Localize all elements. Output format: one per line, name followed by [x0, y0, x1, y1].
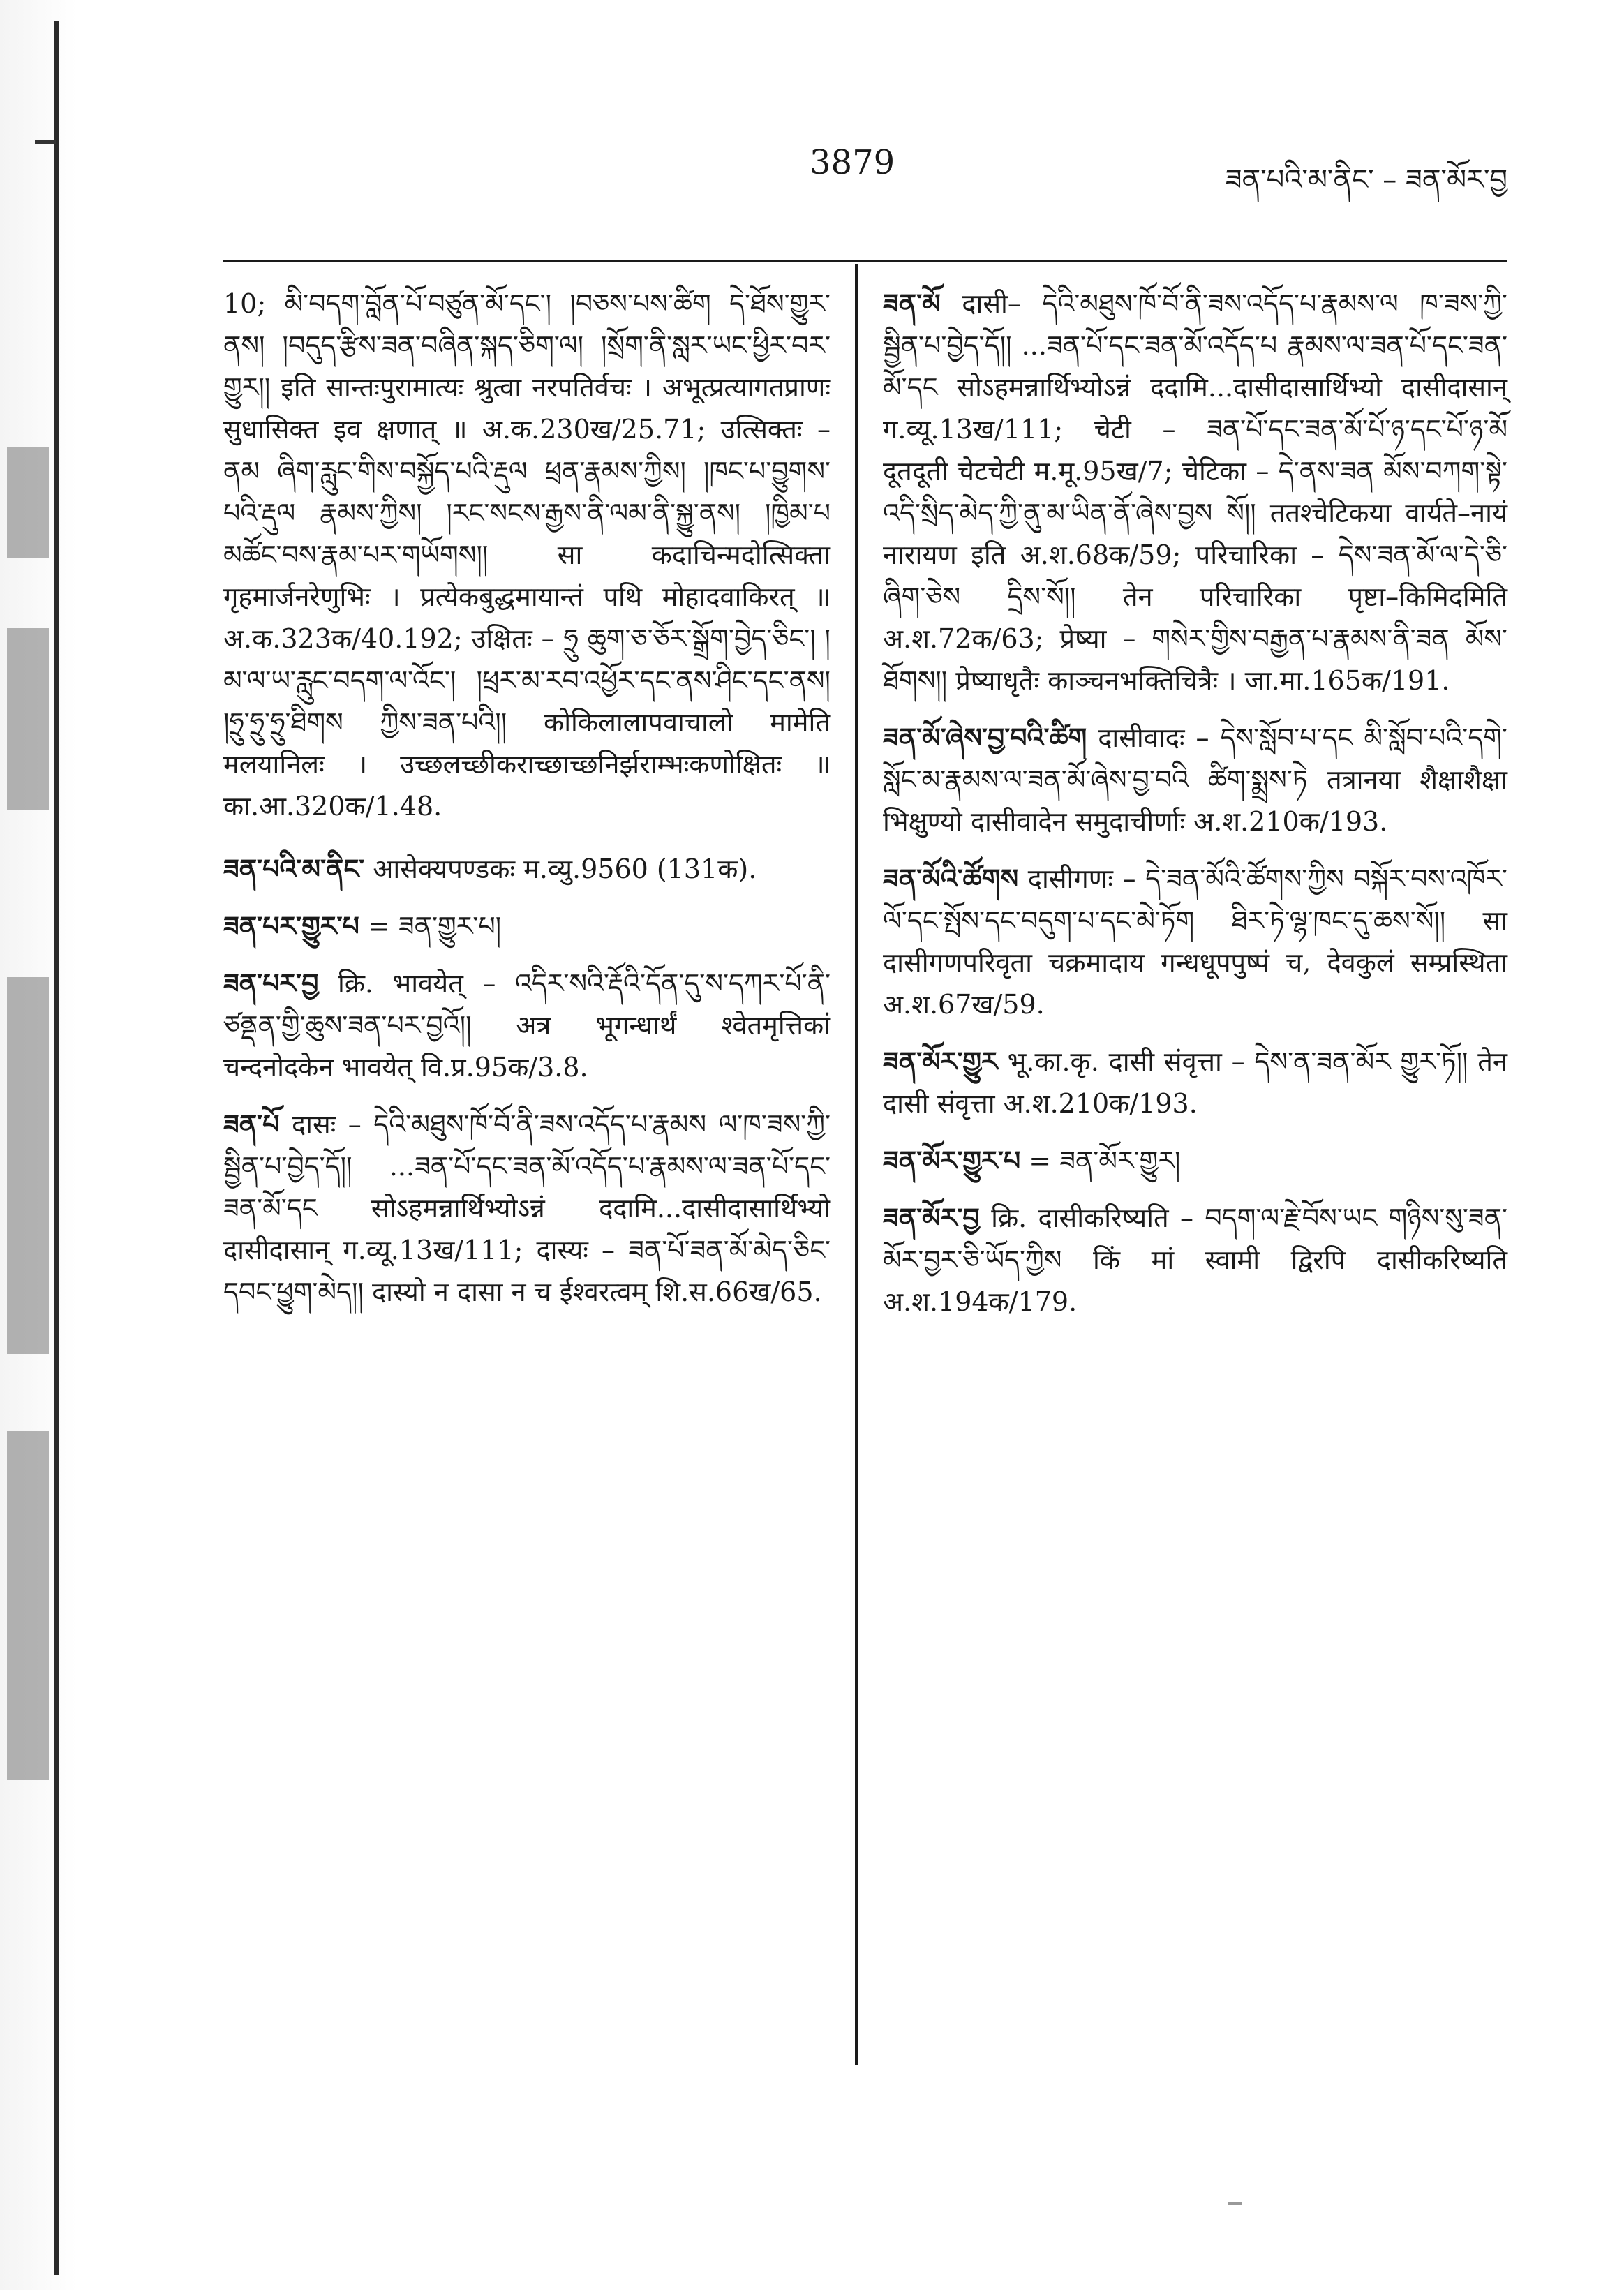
- entry-body: दासः – དེའི་མཐུས་ཁོ་བོ་ནི་ཟས་འདོད་པ་རྣམས ལ་ཁ་ཟས་ཀྱི་སྦྱིན་པ་བྱེད་དོ།། ...ཟན་པོ་དང་ཟན་མོ་འདོད་པ་རྣམས་ལ་ཟན་པོ་དང་ཟན་མོ་དང सोऽहमन्नार्थिभ्योऽन्नं ददामि...दासीदासार्थिभ्यो दासीदासान् ग.व्यू.13ख/111; दास्यः – ཟན་པོ་ཟན་མོ་མེད་ཅིང་དབང་ཕྱུག་མེད།། दास्यो न दासा न च ईश्वरत्वम् शि.स.66ख/65.: [223, 1109, 830, 1307]
- dictionary-entry: [883, 283, 1507, 701]
- dictionary-entry: [223, 1103, 830, 1313]
- entry-headword: ཟན་མོར་གྱུར: [883, 1046, 998, 1077]
- entry-body: = ཟན་གྱུར་པ།: [367, 911, 502, 942]
- entry-body: दासीगणः – དེ་ཟན་མོའི་ཚོགས་ཀྱིས བསྐོར་བས་འཁོར་ལོ་དང་སྤོས་དང་བདུག་པ་དང་མེ་ཏོག ཐིར་ཏེ་ལྷ་ཁང་དུ་ཆས་སོ།། सा दासीगणपरिवृता चक्रमादाय गन्धधूपपुष्पं च, देवकुलं सम्प्रस्थिता अ.श.67ख/59.: [883, 863, 1507, 1020]
- binding-line: [54, 21, 59, 2275]
- entry-headword: ཟན་མོར་གྱུར་པ: [883, 1145, 1021, 1176]
- binding-speck: [7, 628, 49, 810]
- entry-headword: ཟན་མོར་བྱ: [883, 1202, 980, 1233]
- entry-headword: ཟན་མོའི་ཚོགས: [883, 863, 1019, 894]
- page-number: 3879: [810, 143, 895, 182]
- running-head: ཟན་པའི་མ་ནིང་ – ཟན་མོར་བྱ: [1225, 164, 1507, 196]
- entry-body: आसेक्यपण्डकः म.व्यु.9560 (131क).: [373, 854, 757, 884]
- entry-headword: ཟན་པའི་མ་ནིང་: [223, 853, 365, 884]
- entry-headword: ཟན་པོ: [223, 1108, 280, 1140]
- dictionary-entry: [883, 1140, 1507, 1182]
- entry-headword: ཟན་མོ: [883, 288, 941, 319]
- entry-body: क्रि. भावयेत् – འདིར་སའི་རྡོའི་དོན་དུ་ས་དཀར་པོ་ནི་ཙནྡན་གྱི་ཆུས་ཟན་པར་བྱའོ།། अत्र भूगन्धार्थं श्वेतमृत्तिकां चन्दनोदकेन भावयेत् वि.प्र.95क/3.8.: [223, 968, 830, 1083]
- entry-headword: ཟན་པར་གྱུར་པ: [223, 910, 359, 942]
- right-column: [883, 283, 1507, 1338]
- binding-speck: [7, 977, 49, 1354]
- header-rule: [223, 260, 1507, 262]
- binding-speck: [7, 447, 49, 558]
- left-column: [223, 283, 830, 1328]
- entry-body: दासी– དེའི་མཐུས་ཁོ་བོ་ནི་ཟས་འདོད་པ་རྣམས་ལ ཁ་ཟས་ཀྱི་སྦྱིན་པ་བྱེད་དོ།། ...ཟན་པོ་དང་ཟན་མོ་འདོད་པ རྣམས་ལ་ཟན་པོ་དང་ཟན་མོ་དང सोऽहमन्नार्थिभ्योऽन्नं ददामि...दासीदासार्थिभ्यो दासीदासान् ग.व्यू.13ख/111; चेटी – ཟན་པོ་དང་ཟན་མོ་པོ་ཉ་དང་པོ་ཉ་མོ दूतदूती चेटचेटी म.मू.95ख/7; चेटिका – དེ་ནས་ཟན མོས་བཀག་སྟེ་འདི་སྲིད་མེད་ཀྱི་ནུ་མ་ཡིན་ནོ་ཞེས་བྱས སོ།། ततश्चेटिकया वार्यते–नायं नारायण इति अ.श.68क/59; परिचारिका – དེས་ཟན་མོ་ལ་དེ་ཅི་ཞིག་ཅེས དྲིས་སོ།། तेन परिचारिका पृष्टा–किमिदमिति अ.श.72क/63; प्रेष्या – གསེར་གྱིས་བརྒྱན་པ་རྣམས་ནི་ཟན མོས་ཐོགས།། प्रेष्याधृतैः काञ्चनभक्तिचित्रैः । जा.मा.165क/191.: [883, 288, 1507, 696]
- entry-body: भू.का.कृ. दासी संवृत्ता – དེས་ན་ཟན་མོར གྱུར་ཏོ།། तेन दासी संवृत्ता अ.श.210क/193.: [883, 1046, 1507, 1119]
- entry-body: क्रि. दासीकरिष्यति – བདག་ལ་རྗེ་བོས་ཡང གཉིས་སུ་ཟན་མོར་བྱར་ཅི་ཡོད་ཀྱིས किं मां स्वामी द्विरपि दासीकरिष्यति अ.श.194क/179.: [883, 1203, 1507, 1317]
- entry-headword: ཟན་མོ་ཞེས་བྱ་བའི་ཚིག: [883, 722, 1087, 753]
- dictionary-entry: [883, 1041, 1507, 1124]
- entry-body: = ཟན་མོར་གྱུར།: [1029, 1145, 1181, 1176]
- entry-body: दासीवादः – དེས་སློབ་པ་དང མི་སློབ་པའི་དགེ་སློང་མ་རྣམས་ལ་ཟན་མོ་ཞེས་བྱ་བའི ཚིག་སྨྲས་ཏེ तत्रानया शैक्षाशैक्षा भिक्षुण्यो दासीवादेन समुदाचीर्णाः अ.श.210क/193.: [883, 722, 1507, 837]
- continued-entry: 10; མི་བདག་བློན་པོ་བཙུན་མོ་དང་། །བཅས་པས་ཚིག དེ་ཐོས་གྱུར་ནས། །བདུད་རྩིས་ཟན་བཞིན་སྐད་ཅིག་ལ། །སྲོག་ནི་སླར་ཡང་ཕྱིར་བར་གྱུར།། इति सान्तःपुरामात्यः श्रुत्वा नरपतिर्वचः । अभूत्प्रत्यागतप्राणः सुधासिक्त इव क्षणात् ॥ अ.क.230ख/25.71; उत्सिक्तः – ནམ ཞིག་རླུང་གིས་བསྐྱོད་པའི་རྡུལ ཕྲན་རྣམས་ཀྱིས། །ཁང་པ་བྱུགས་པའི་རྡུལ རྣམས་ཀྱིས། །རང་སངས་རྒྱས་ནི་ལམ་ནི་སྐྱུ་ནས། །ཁྱིམ་པ མཚོང་བས་རྣམ་པར་གཡོགས།། सा कदाचिन्मदोत्सिक्ता गृहमार्जनरेणुभिः । प्रत्येकबुद्धमायान्तं पथि मोहादवाकिरत् ॥ अ.क.323क/40.192; उक्षितः – ཧྲུ ཆུག་ཅ་ཅོར་སྒྲོག་བྱེད་ཅིང་། །མ་ལ་ཡ་རླུང་བདག་ལ་འོང་། །ཕྲར་མ་རབ་འཕྱོར་དང་ནས་ཤིང་དང་ནས། །ཧྲུ་ཧྲུ་ཧྲུ་ཐིགས ཀྱིས་ཟན་པའི།། कोकिलालापवाचालो मामेति मलयानिलः । उच्छलच्छीकराच्छाच्छनिर्झराम्भःकणोक्षितः ॥ का.आ.320क/1.48.: [223, 288, 830, 821]
- dictionary-entry: [223, 962, 830, 1088]
- dictionary-entry: [223, 848, 830, 890]
- dictionary-entry: [223, 905, 830, 947]
- page-speck: [1228, 2202, 1242, 2205]
- column-divider: [855, 264, 858, 2065]
- dictionary-entry: [883, 858, 1507, 1025]
- binding-tick: [35, 140, 56, 144]
- entry-headword: ཟན་པར་བྱ: [223, 967, 319, 999]
- binding-speck: [7, 1431, 49, 1780]
- dictionary-entry: [883, 1197, 1507, 1323]
- dictionary-entry: [883, 717, 1507, 842]
